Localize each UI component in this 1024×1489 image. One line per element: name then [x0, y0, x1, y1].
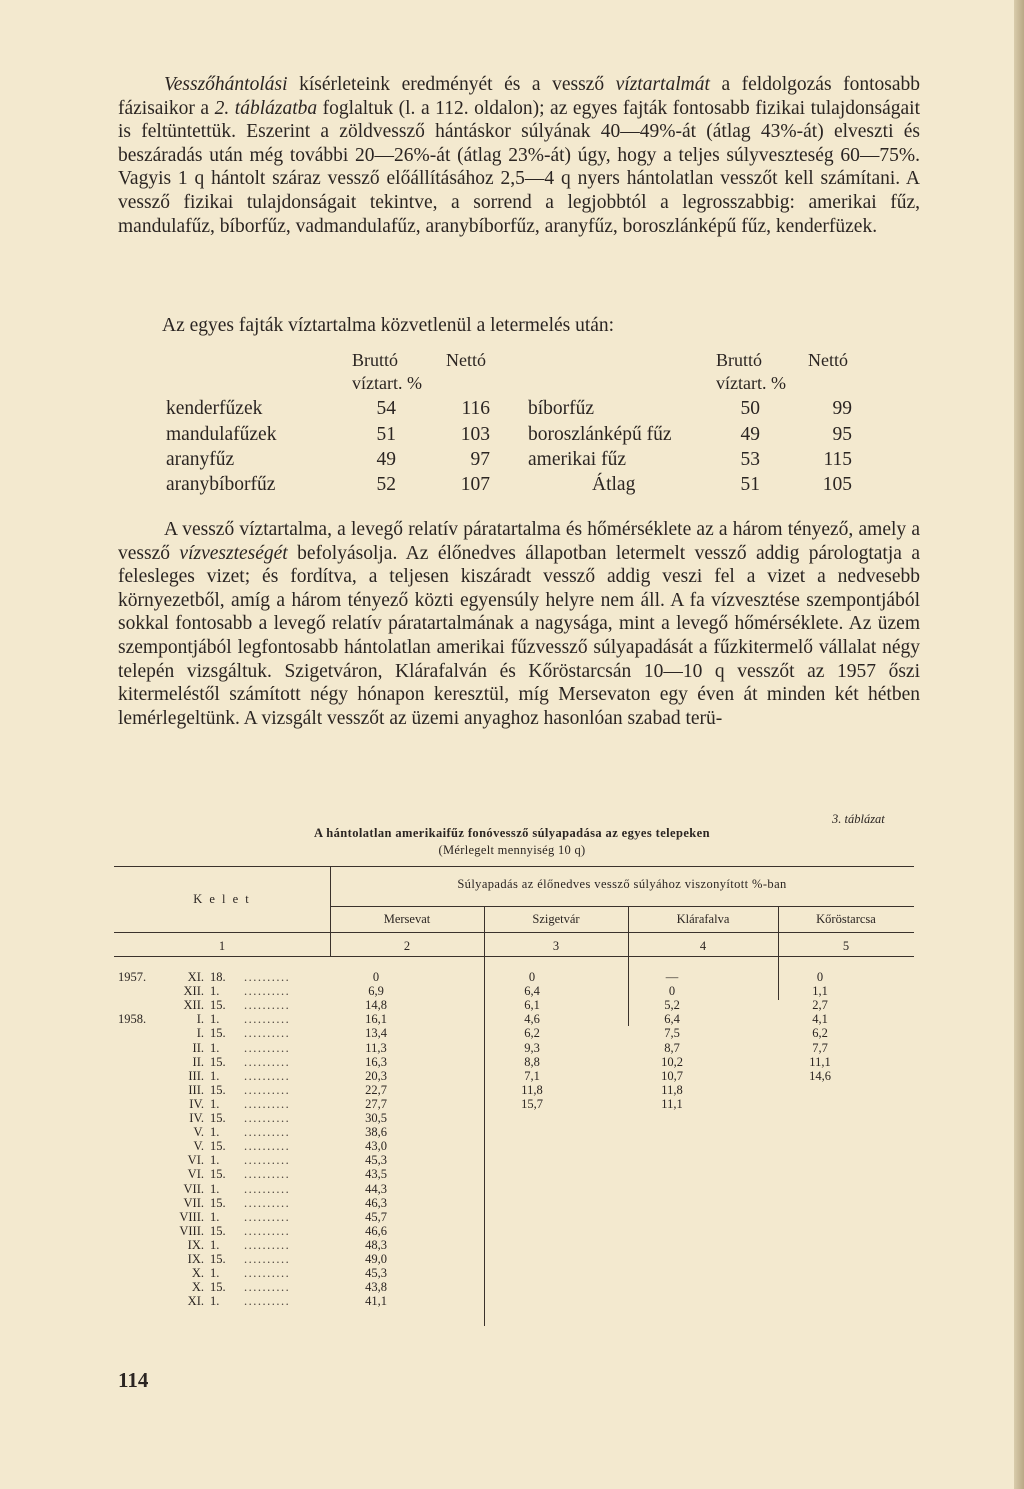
brutto-value: 54 — [376, 398, 396, 419]
value-cell: 10,7 — [661, 1068, 683, 1083]
table-row — [114, 1041, 914, 1055]
netto-value: 95 — [832, 424, 852, 445]
table-row — [114, 1097, 914, 1111]
species-name: aranyfűz — [166, 449, 235, 470]
value-cell: 46,6 — [365, 1223, 387, 1238]
value-cell: 44,3 — [365, 1181, 387, 1196]
value-cell: 10,2 — [661, 1054, 683, 1069]
row-day: 1. — [210, 1209, 220, 1224]
species-name: bíborfűz — [528, 398, 595, 419]
italic-term: víztartalmát — [615, 74, 710, 95]
value-cell: 49,0 — [365, 1252, 387, 1266]
value-cell: 16,3 — [365, 1054, 387, 1069]
value-cell: 48,3 — [365, 1237, 387, 1252]
row-month: III. — [188, 1068, 204, 1083]
header-kelet: K e l e t — [193, 892, 251, 906]
column-number-2: 2 — [403, 939, 411, 953]
value-cell: 7,1 — [524, 1068, 540, 1083]
row-month: II. — [192, 1054, 204, 1069]
header-site-szigetvar: Szigetvár — [532, 912, 580, 926]
text-run: A vessző víztartalma, a levegő relatív páratartalma és hőmérséklete az a három tényező, amely a vessző — [118, 519, 920, 564]
netto-value: 116 — [461, 398, 490, 419]
header-unit-right: víztart. % — [716, 373, 786, 393]
row-month: IX. — [187, 1237, 204, 1252]
value-cell: 0 — [668, 984, 676, 999]
leader-dots: .......... — [244, 984, 291, 999]
netto-value: 105 — [822, 474, 852, 495]
row-month: I. — [196, 1026, 204, 1041]
value-cell: 22,7 — [365, 1082, 387, 1097]
row-month: XI. — [187, 970, 204, 984]
netto-value: 99 — [832, 398, 852, 419]
row-month: III. — [188, 1082, 204, 1097]
leader-dots: .......... — [244, 1181, 291, 1196]
value-cell: 27,7 — [365, 1096, 387, 1111]
leader-dots: .......... — [244, 1195, 291, 1210]
rule-top — [114, 866, 914, 867]
brutto-value: 51 — [376, 424, 396, 445]
row-day: 15. — [210, 998, 226, 1013]
value-cell: 8,8 — [524, 1054, 540, 1069]
value-cell: 7,5 — [664, 1026, 680, 1041]
table-row — [114, 1238, 914, 1252]
leader-dots: .......... — [244, 1040, 291, 1055]
header-site-klarafalva: Klárafalva — [676, 912, 730, 926]
table-row — [114, 1252, 914, 1266]
table-row — [114, 1111, 914, 1125]
brutto-value: 51 — [740, 474, 760, 495]
header-site-korostarcsa: Kőröstarcsa — [816, 912, 876, 926]
value-cell: 4,1 — [812, 1012, 828, 1027]
italic-term: vízveszteségét — [179, 542, 288, 564]
table-row — [114, 1055, 914, 1069]
value-cell: 6,4 — [664, 1012, 680, 1027]
table-row — [114, 1167, 914, 1181]
table-row — [114, 998, 914, 1012]
netto-value: 115 — [823, 449, 852, 470]
table-row — [114, 1266, 914, 1280]
species-name: Átlag — [592, 474, 636, 495]
row-month: X. — [191, 1280, 204, 1295]
rule-header — [114, 932, 914, 933]
row-day: 1. — [210, 984, 220, 999]
table-row — [114, 1153, 914, 1167]
brutto-value: 49 — [376, 449, 396, 470]
value-cell: 46,3 — [365, 1195, 387, 1210]
species-name: amerikai fűz — [528, 449, 626, 470]
netto-value: 103 — [460, 424, 490, 445]
leader-dots: .......... — [244, 1054, 291, 1069]
value-cell: 15,7 — [521, 1096, 543, 1111]
row-month: XI. — [187, 1294, 204, 1309]
leader-dots: .......... — [244, 998, 291, 1013]
row-day: 15. — [210, 1139, 226, 1154]
row-month: VII. — [183, 1181, 204, 1196]
row-month: V. — [193, 1139, 204, 1154]
brutto-value: 52 — [376, 474, 396, 495]
leader-dots: .......... — [244, 1096, 291, 1111]
column-number-3: 3 — [552, 939, 560, 953]
header-netto-left: Nettó — [446, 350, 486, 370]
value-cell: 45,3 — [365, 1266, 387, 1281]
column-number-5: 5 — [842, 939, 850, 953]
leader-dots: .......... — [244, 1209, 291, 1224]
row-month: IV. — [189, 1111, 204, 1125]
row-year: 1958. — [118, 1012, 147, 1027]
leader-dots: .......... — [244, 1252, 291, 1266]
value-cell: 43,8 — [365, 1280, 387, 1295]
text-run: foglaltuk (l. a 112. oldalon); az egyes fajták fontosabb fizikai tulajdonságait is feltüntettük. Eszerint a zöldvessző hántáskor súlyának 40—49%-át (átlag 43%-át) elveszti és beszáradás után még további 20—26%-át (átlag 23%-át) úgy, hogy a teljes súlyveszteség 60—75%. Vagyis 1 q hántolt száraz vessző előállításához 2,5—4 q nyers hántolatlan vesszőt kell számítani. A vessző fizikai tulajdonságait tekintve, a sorrend a legjobbtól a legrosszabbig: amerikai fűz, mandulafűz, bíborfűz, vadmandulafűz, aranybíborfűz, aranyfűz, boroszlánképű fűz, kenderfüzek. — [118, 97, 920, 237]
value-cell: 43,5 — [365, 1167, 387, 1182]
leader-dots: .......... — [244, 1266, 291, 1281]
value-cell: 30,5 — [365, 1111, 387, 1125]
page-number: 114 — [118, 1368, 149, 1392]
row-day: 15. — [210, 1167, 226, 1182]
leader-dots: .......... — [244, 1082, 291, 1097]
row-month: XII. — [183, 998, 204, 1013]
row-day: 1. — [210, 1012, 220, 1027]
row-day: 15. — [210, 1252, 226, 1266]
table-row — [114, 1294, 914, 1308]
italic-term: Vesszőhántolási — [164, 74, 288, 95]
value-cell: 0 — [816, 970, 824, 984]
table-row — [114, 1280, 914, 1294]
row-day: 1. — [210, 1181, 220, 1196]
text-run: befolyásolja. Az élőnedves állapotban letermelt vessző addig párologtatja a felesleges vizet; és fordítva, a teljesen kiszáradt vessző addig veszi fel a vizet a nedvesebb környezetből, amíg a három tényező közti egyensúly helyre nem áll. A fa vízvesztése szempontjából sokkal fontosabb a levegő relatív páratartalmának a nagysága, mint a levegő hőmérséklete. Az üzem szempontjából legfontosabb hántolatlan amerikai fűzvessző súlyapadását a fűzkitermelő vállalat négy telepén vizsgáltuk. Szigetváron, Klárafalván és Kőröstarcsán 10—10 q vesszőt az 1957 őszi kitermeléstől számított négy hónapon keresztül, míg Mersevaton egy éven át minden két hétben lemérlegeltünk. A vizsgált vesszőt az üzemi anyaghoz hasonlóan szabad terü- — [118, 542, 920, 729]
table-row — [114, 1125, 914, 1139]
value-cell: 11,1 — [661, 1096, 683, 1111]
leader-dots: .......... — [244, 1167, 291, 1182]
row-day: 15. — [210, 1195, 226, 1210]
value-cell: 4,6 — [524, 1012, 540, 1027]
netto-value: 107 — [460, 474, 490, 495]
row-month: II. — [192, 1040, 204, 1055]
value-cell: 6,2 — [524, 1026, 540, 1041]
value-cell: 13,4 — [365, 1026, 387, 1041]
header-netto-right: Nettó — [808, 350, 848, 370]
paragraph-3 — [118, 518, 920, 730]
species-name: boroszlánképű fűz — [528, 424, 672, 445]
paragraph-1 — [118, 73, 920, 238]
value-cell: 20,3 — [365, 1068, 387, 1083]
row-month: VI. — [187, 1153, 204, 1168]
row-month: I. — [196, 1012, 204, 1027]
value-cell: 6,4 — [524, 984, 540, 999]
row-day: 1. — [210, 1237, 220, 1252]
value-cell: 45,7 — [365, 1209, 387, 1224]
row-day: 1. — [210, 1266, 220, 1281]
row-day: 15. — [210, 1082, 226, 1097]
value-cell: 5,2 — [664, 998, 680, 1013]
table-3-title: A hántolatlan amerikaifűz fonóvessző súlyapadása az egyes telepeken — [314, 826, 710, 840]
value-cell: 41,1 — [365, 1294, 387, 1309]
value-cell: 11,3 — [365, 1040, 387, 1055]
leader-dots: .......... — [244, 1125, 291, 1140]
table-row — [114, 1139, 914, 1153]
value-cell: 6,9 — [368, 984, 384, 999]
leader-dots: .......... — [244, 1153, 291, 1168]
row-day: 15. — [210, 1026, 226, 1041]
header-group: Súlyapadás az élőnedves vessző súlyához viszonyított %-ban — [457, 877, 787, 891]
value-cell: 6,2 — [812, 1026, 828, 1041]
page-edge — [1014, 0, 1024, 1489]
value-cell: 8,7 — [664, 1040, 680, 1055]
table-row — [114, 1210, 914, 1224]
row-day: 1. — [210, 1068, 220, 1083]
row-day: 1. — [210, 1125, 220, 1140]
value-cell: 9,3 — [524, 1040, 540, 1055]
value-cell: 16,1 — [365, 1012, 387, 1027]
leader-dots: .......... — [244, 1068, 291, 1083]
value-cell: 6,1 — [524, 998, 540, 1013]
text-run: kísérleteink eredményét és a vessző — [287, 74, 616, 95]
leader-dots: .......... — [244, 1139, 291, 1154]
leader-dots: .......... — [244, 970, 291, 984]
value-cell: 14,6 — [809, 1068, 831, 1083]
value-cell: 0 — [372, 970, 380, 984]
value-cell: 11,8 — [521, 1082, 543, 1097]
brutto-value: 49 — [740, 424, 760, 445]
species-name: kenderfűzek — [166, 398, 263, 419]
leader-dots: .......... — [244, 1026, 291, 1041]
value-cell: 7,7 — [812, 1040, 828, 1055]
row-month: VIII. — [179, 1209, 204, 1224]
column-number-1: 1 — [218, 939, 226, 953]
table-row — [114, 1026, 914, 1040]
value-cell: 11,8 — [661, 1082, 683, 1097]
leader-dots: .......... — [244, 1294, 291, 1309]
brutto-value: 53 — [740, 449, 760, 470]
value-cell: 1,1 — [812, 984, 828, 999]
table-3-label: 3. táblázat — [832, 812, 885, 826]
row-day: 1. — [210, 1153, 220, 1168]
header-brutto-right: Bruttó — [716, 350, 763, 370]
row-year: 1957. — [118, 970, 147, 984]
value-cell: 0 — [528, 970, 536, 984]
table-row — [114, 1069, 914, 1083]
column-number-4: 4 — [699, 939, 707, 953]
header-unit-left: víztart. % — [352, 373, 422, 393]
value-cell: 45,3 — [365, 1153, 387, 1168]
value-cell: 2,7 — [812, 998, 828, 1013]
value-cell: 11,1 — [809, 1054, 831, 1069]
row-day: 1. — [210, 1040, 220, 1055]
table-row — [114, 1083, 914, 1097]
leader-dots: .......... — [244, 1111, 291, 1125]
rule-subheader — [330, 906, 914, 907]
row-month: V. — [193, 1125, 204, 1140]
table-row — [114, 984, 914, 998]
table-row — [114, 1196, 914, 1210]
paragraph-2: Az egyes fajták víztartalma közvetlenül a letermelés után: — [162, 315, 615, 336]
header-site-mersevat: Mersevat — [383, 912, 431, 926]
row-day: 15. — [210, 1054, 226, 1069]
row-day: 18. — [210, 970, 226, 984]
table-row — [114, 1224, 914, 1238]
rule-numbers — [114, 956, 914, 957]
table-row — [114, 970, 914, 984]
table-3-subtitle: (Mérlegelt mennyiség 10 q) — [438, 843, 586, 857]
leader-dots: .......... — [244, 1280, 291, 1295]
row-month: VI. — [187, 1167, 204, 1182]
row-day: 15. — [210, 1223, 226, 1238]
row-day: 15. — [210, 1111, 226, 1125]
value-cell: — — [665, 970, 679, 984]
row-month: IX. — [187, 1252, 204, 1266]
row-month: X. — [191, 1266, 204, 1281]
row-month: XII. — [183, 984, 204, 999]
row-day: 1. — [210, 1096, 220, 1111]
row-day: 1. — [210, 1294, 220, 1309]
value-cell: 14,8 — [365, 998, 387, 1013]
leader-dots: .......... — [244, 1223, 291, 1238]
species-name: aranybíborfűz — [166, 474, 276, 495]
species-name: mandulafűzek — [166, 424, 277, 445]
value-cell: 43,0 — [365, 1139, 387, 1154]
row-month: IV. — [189, 1096, 204, 1111]
italic-reference: 2. táblázatba — [214, 97, 318, 119]
leader-dots: .......... — [244, 1012, 291, 1027]
row-month: VIII. — [179, 1223, 204, 1238]
text-run: a feldolgozás fontosabb fázisaikor a — [118, 74, 920, 119]
table-row — [114, 1012, 914, 1026]
brutto-value: 50 — [740, 398, 760, 419]
netto-value: 97 — [470, 449, 490, 470]
row-month: VII. — [183, 1195, 204, 1210]
row-day: 15. — [210, 1280, 226, 1295]
value-cell: 38,6 — [365, 1125, 387, 1140]
table-row — [114, 1182, 914, 1196]
header-brutto-left: Bruttó — [352, 350, 399, 370]
leader-dots: .......... — [244, 1237, 291, 1252]
